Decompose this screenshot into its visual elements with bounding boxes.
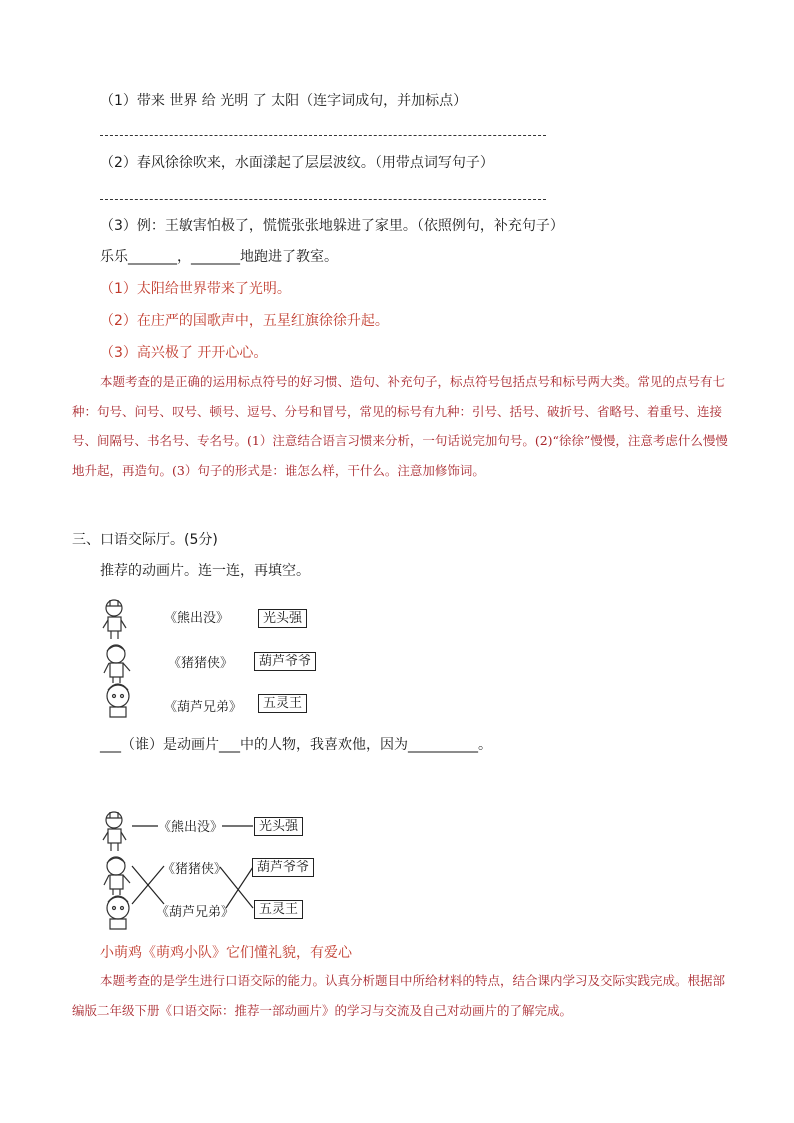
explanation-2	[72, 966, 732, 1025]
char-box-wulingwang-1[interactable]: 五灵王	[258, 694, 307, 713]
title-zhuzhuxia-2: 《猪猪侠》	[162, 862, 228, 877]
cartoon-characters-icon	[100, 596, 140, 721]
title-huluxiongdi-2: 《葫芦兄弟》	[156, 905, 235, 920]
answer-line-2	[100, 199, 546, 200]
fill-sentence: ___（谁）是动画片___中的人物，我喜欢他，因为__________。	[100, 737, 492, 753]
title-huluxiongdi-1: 《葫芦兄弟》	[164, 700, 243, 715]
title-xiongchumei-1: 《熊出没》	[164, 611, 230, 626]
char-box-wulingwang-2: 五灵王	[254, 900, 303, 919]
answer-3: （3）高兴极了 开开心心。	[100, 345, 268, 361]
char-box-guangtouqiang-1[interactable]: 光头强	[258, 609, 307, 628]
section-3-instruction: 推荐的动画片。连一连，再填空。	[100, 563, 310, 579]
explanation-1-text: 本题考查的是正确的运用标点符号的好习惯、造句、补充句子，标点符号包括点号和标号两大类。常见的点号有七种：句号、问号、叹号、顿号、逗号、分号和冒号，常见的标号有九种：引号、括号、破折号、省略号、着重号、连接号、间隔号、书名号、专名号。(1）注意结合语言习惯来分析，一句话说完加句号。(2)“徐徐”慢慢，注意考虑什么慢慢地升起，再造句。(3）句子的形式是：谁怎么样，干什么。注意加修饰词。	[72, 374, 728, 478]
char-box-guangtouqiang-2: 光头强	[254, 817, 303, 836]
answer-1: （1）太阳给世界带来了光明。	[100, 281, 291, 297]
answer-2: （2）在庄严的国歌声中，五星红旗徐徐升起。	[100, 313, 389, 329]
section-3-heading: 三、口语交际厅。(5分)	[72, 532, 218, 548]
section-3-answer: 小萌鸡《萌鸡小队》它们懂礼貌，有爱心	[100, 945, 352, 961]
question-2: （2）春风徐徐吹来，水面漾起了层层波纹。（用带点词写句子）	[100, 155, 494, 171]
explanation-1	[72, 367, 732, 485]
title-zhuzhuxia-1: 《猪猪侠》	[168, 656, 234, 671]
question-1: （1）带来 世界 给 光明 了 太阳（连字词成句，并加标点）	[100, 93, 468, 109]
title-xiongchumei-2: 《熊出没》	[158, 820, 224, 835]
char-box-huluyeye-1[interactable]: 葫芦爷爷	[254, 652, 316, 671]
question-3: （3）例：王敏害怕极了，慌慌张张地躲进了家里。（依照例句，补充句子）	[100, 218, 564, 234]
answer-line-1	[100, 135, 546, 136]
char-box-huluyeye-2: 葫芦爷爷	[252, 858, 314, 877]
question-3-fill: 乐乐_______，_______地跑进了教室。	[100, 249, 338, 265]
explanation-2-text: 本题考查的是学生进行口语交际的能力。认真分析题目中所给材料的特点，结合课内学习及交际实践完成。根据部编版二年级下册《口语交际：推荐一部动画片》的学习与交流及自己对动画片的了解完成。	[72, 973, 726, 1018]
